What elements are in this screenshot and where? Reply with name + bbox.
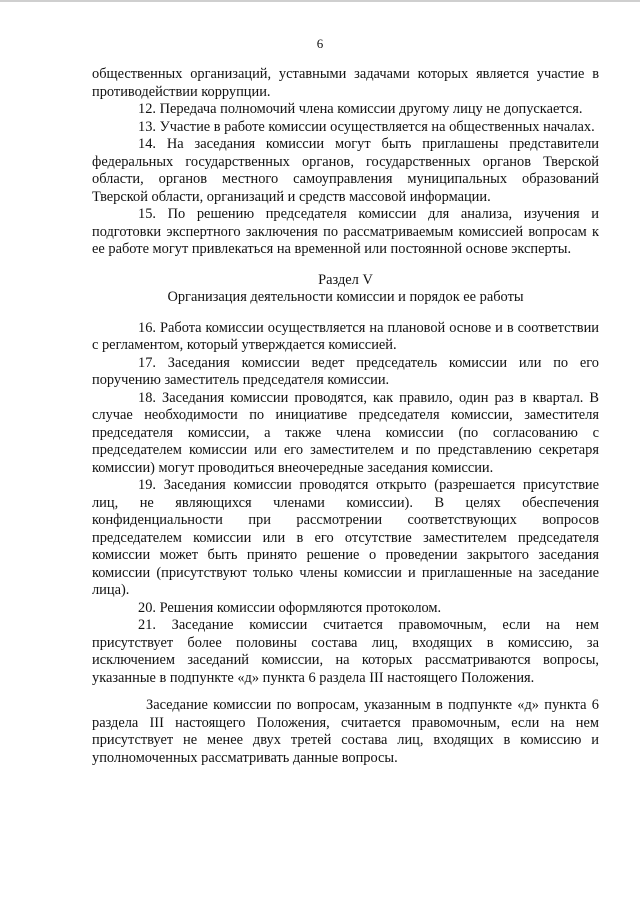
spacer xyxy=(92,307,599,320)
paragraph-20: 20. Решения комиссии оформляются протоколом. xyxy=(138,599,442,616)
paragraph-14: 14. На заседания комиссии могут быть приглашены представители федеральных государственных органов, государственных органов Тверской области, органов местного самоуправления муниципальных образований Тверской области, организаций и средств массовой информации. xyxy=(92,136,599,205)
page-number: 6 xyxy=(316,36,324,51)
paragraph-15: 15. По решению председателя комиссии для анализа, изучения и подготовки экспертного заключения по рассматриваемым комиссией вопросам к ее работе могут привлекаться на временной или постоянной основе эксперты. xyxy=(92,206,599,257)
spacer xyxy=(92,259,599,272)
spacer xyxy=(92,687,599,697)
paragraph-19: 19. Заседания комиссии проводятся открыто (разрешается присутствие лиц, не являющихся членами комиссии). В целях обеспечения конфиденциальности при рассмотрении соответствующих вопросов председателем комиссии или в его отсутствие заместителем председателя комиссии может быть принято решение о проведении закрытого заседания комиссии (присутствуют только члены комиссии и приглашенные на заседание лица). xyxy=(92,477,599,598)
paragraph-continuation: общественных организаций, уставными задачами которых является участие в противодействии коррупции. xyxy=(92,66,599,100)
paragraph-13: 13. Участие в работе комиссии осуществляется на общественных началах. xyxy=(138,118,595,135)
paragraph-21-continued: Заседание комиссии по вопросам, указанным в подпункте «д» пункта 6 раздела III настоящего Положения, считается правомочным, если на нем присутствует не менее двух третей состава лиц, входящих в комиссию и уполномоченных рассматривать данные вопросы. xyxy=(92,697,599,766)
paragraph-16: 16. Работа комиссии осуществляется на плановой основе и в соответствии с регламентом, который утверждается комиссией. xyxy=(92,319,599,353)
page-edge xyxy=(0,0,640,2)
section-subtitle: Организация деятельности комиссии и порядок ее работы xyxy=(167,289,524,305)
document-body xyxy=(92,66,599,767)
section-heading: Раздел V xyxy=(318,271,373,288)
paragraph-17: 17. Заседания комиссии ведет председатель комиссии или по его поручению заместитель председателя комиссии. xyxy=(92,354,599,388)
paragraph-12: 12. Передача полномочий члена комиссии другому лицу не допускается. xyxy=(138,101,583,117)
paragraph-21: 21. Заседание комиссии считается правомочным, если на нем присутствует более половины состава лиц, входящих в комиссию, за исключением заседаний комиссии, на которых рассматриваются вопросы, указанные в подпункте «д» пункта 6 раздела III настоящего Положения. xyxy=(92,617,599,686)
paragraph-18: 18. Заседания комиссии проводятся, как правило, один раз в квартал. В случае необходимости по инициативе председателя комиссии, заместителя председателя комиссии, а также члена комиссии (по согласованию с председателем комиссии или его заместителем и по представлению секретаря комиссии) могут проводиться внеочередные заседания комиссии. xyxy=(92,389,599,476)
